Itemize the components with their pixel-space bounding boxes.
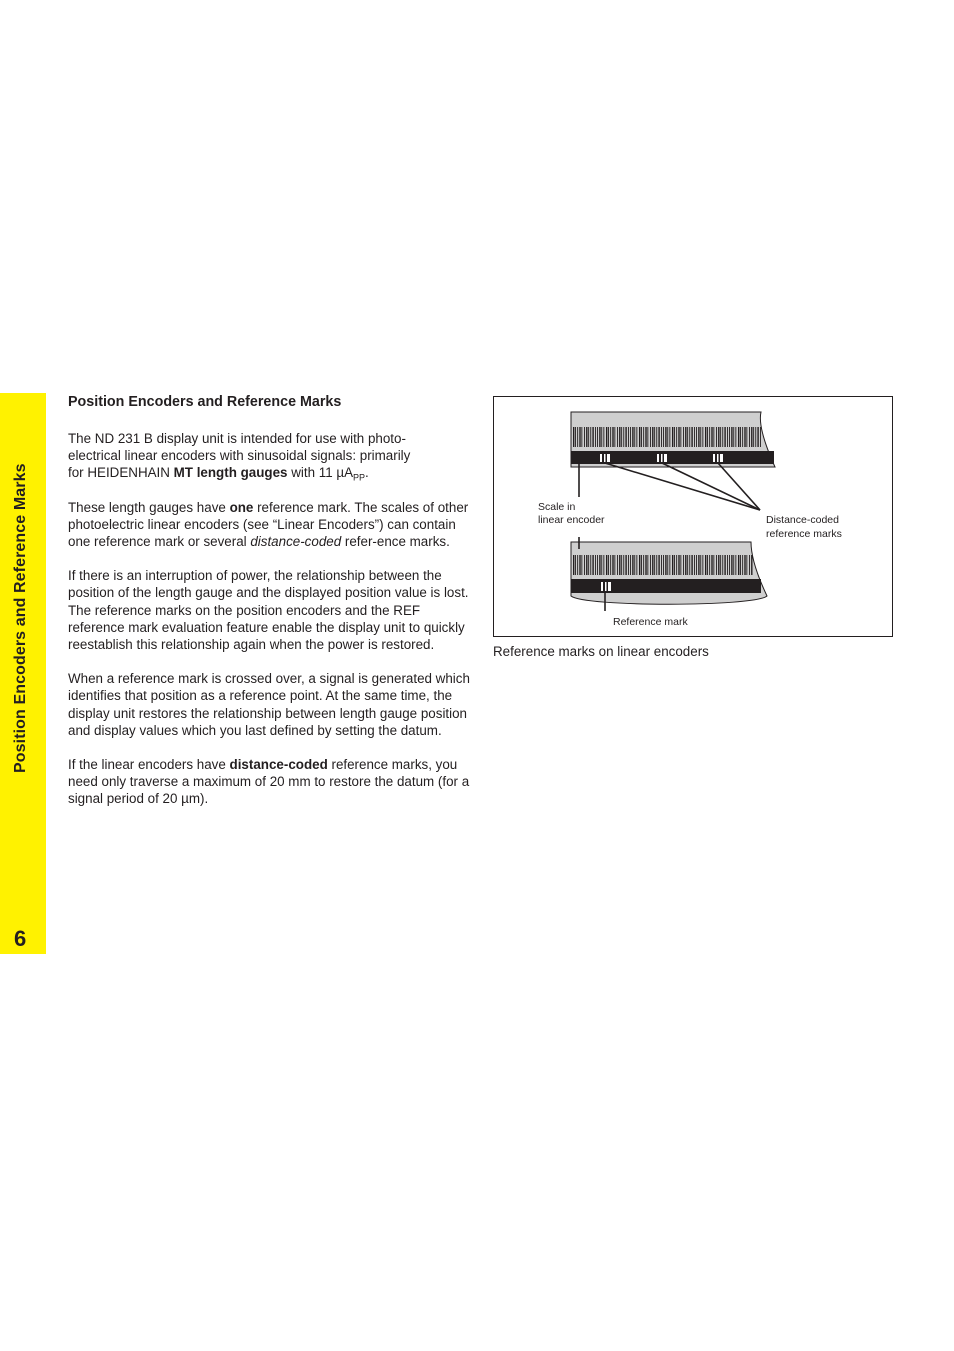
graduation-tick (702, 427, 703, 447)
graduation-tick (586, 427, 587, 447)
graduation-tick (592, 555, 593, 575)
main-text-column (68, 392, 473, 825)
graduation-tick (643, 427, 644, 447)
graduation-tick (689, 427, 690, 447)
graduation-tick (628, 555, 629, 575)
graduation-tick (652, 427, 653, 447)
graduation-tick (584, 427, 585, 447)
graduation-tick (678, 555, 679, 575)
graduation-tick (621, 427, 622, 447)
label-reference-mark: Reference mark (613, 616, 688, 628)
graduation-tick (632, 555, 633, 575)
graduation-tick (742, 427, 743, 447)
graduation-tick (579, 555, 580, 575)
graduation-tick (722, 555, 723, 575)
graduation-tick (727, 555, 728, 575)
graduation-tick (669, 427, 670, 447)
graduation-tick (606, 427, 607, 447)
graduation-tick (685, 555, 686, 575)
graduation-tick (590, 427, 591, 447)
graduation-tick (749, 555, 750, 575)
reference-marks-figure (493, 396, 893, 637)
graduation-tick (713, 427, 714, 447)
graduation-tick (680, 427, 681, 447)
graduation-tick (654, 427, 655, 447)
graduation-tick (581, 427, 582, 447)
graduation-tick (630, 555, 631, 575)
graduation-tick (667, 427, 668, 447)
graduation-tick (689, 555, 690, 575)
graduation-tick (687, 427, 688, 447)
graduation-tick (705, 427, 706, 447)
graduation-tick (687, 555, 688, 575)
graduation-tick (645, 555, 646, 575)
graduation-tick (676, 555, 677, 575)
paragraph-4: When a reference mark is crossed over, a signal is generated which identifies that position as a reference point. At the same time, the display unit restores the relationship between length gauge position and display values which you last defined by setting the datum. (68, 671, 470, 738)
graduation-tick (674, 555, 675, 575)
graduation-tick (751, 427, 752, 447)
graduation-tick (663, 427, 664, 447)
encoder-diagram (494, 397, 892, 636)
graduation-tick (740, 427, 741, 447)
graduation-tick (573, 555, 574, 575)
graduation-tick (628, 427, 629, 447)
graduation-tick (625, 427, 626, 447)
page-number: 6 (14, 926, 27, 951)
graduation-tick (641, 427, 642, 447)
graduation-tick (603, 427, 604, 447)
graduation-tick (760, 427, 761, 447)
graduation-tick (665, 555, 666, 575)
sidebar-title-text: Position Encoders and Reference Marks (12, 463, 29, 773)
graduation-tick (650, 555, 651, 575)
graduation-tick (753, 427, 754, 447)
graduation-tick (586, 555, 587, 575)
graduation-tick (573, 427, 574, 447)
graduation-tick (738, 427, 739, 447)
graduation-tick (711, 555, 712, 575)
graduation-tick (608, 427, 609, 447)
graduation-tick (581, 555, 582, 575)
graduation-tick (720, 555, 721, 575)
graduation-tick (696, 555, 697, 575)
graduation-tick (621, 555, 622, 575)
graduation-tick (575, 555, 576, 575)
section-heading: Position Encoders and Reference Marks (68, 394, 342, 410)
graduation-tick (698, 555, 699, 575)
graduation-tick (751, 555, 752, 575)
graduation-tick (634, 427, 635, 447)
graduation-tick (711, 427, 712, 447)
graduation-tick (709, 427, 710, 447)
graduation-tick (617, 427, 618, 447)
graduation-tick (636, 555, 637, 575)
graduation-tick (742, 555, 743, 575)
graduation-tick (661, 427, 662, 447)
graduation-tick (744, 427, 745, 447)
graduation-tick (718, 427, 719, 447)
graduation-tick (733, 427, 734, 447)
graduation-tick (733, 555, 734, 575)
graduation-tick (623, 555, 624, 575)
graduation-tick (678, 427, 679, 447)
graduation-tick (641, 555, 642, 575)
graduation-tick (625, 555, 626, 575)
graduation-tick (735, 555, 736, 575)
graduation-tick (740, 555, 741, 575)
graduation-tick (650, 427, 651, 447)
graduation-tick (656, 555, 657, 575)
graduation-tick (590, 555, 591, 575)
graduation-tick (601, 555, 602, 575)
graduation-tick (639, 555, 640, 575)
graduation-tick (735, 427, 736, 447)
graduation-tick (667, 555, 668, 575)
graduation-tick (588, 427, 589, 447)
graduation-tick (672, 427, 673, 447)
graduation-tick (729, 555, 730, 575)
graduation-tick (674, 427, 675, 447)
graduation-tick (694, 555, 695, 575)
label-distance-line1: Distance-coded (766, 514, 839, 526)
figure-caption: Reference marks on linear encoders (493, 644, 709, 659)
graduation-tick (658, 427, 659, 447)
paragraph-1: The ND 231 B display unit is intended for use with photo- electrical linear encoders with sinusoidal signals: primarily for HEIDENHAIN MT length gauges with 11 µA$_{PP}$. (68, 431, 411, 484)
graduation-tick (634, 555, 635, 575)
graduation-tick (614, 555, 615, 575)
graduation-tick (720, 427, 721, 447)
graduation-tick (702, 555, 703, 575)
graduation-tick (614, 427, 615, 447)
graduation-tick (746, 427, 747, 447)
graduation-tick (636, 427, 637, 447)
single-reference-mark (601, 582, 611, 591)
graduation-tick (579, 427, 580, 447)
mt-length-gauges-term: MT length gauges (173, 465, 288, 481)
graduation-tick (746, 555, 747, 575)
label-scale-line1: Scale in (538, 501, 576, 513)
graduation-tick (599, 427, 600, 447)
graduation-tick (718, 555, 719, 575)
graduation-tick (597, 555, 598, 575)
graduation-tick (731, 555, 732, 575)
graduation-tick (700, 427, 701, 447)
graduation-tick (603, 555, 604, 575)
graduation-tick (592, 427, 593, 447)
graduation-tick (647, 427, 648, 447)
graduation-tick (617, 555, 618, 575)
graduation-tick (597, 427, 598, 447)
graduation-tick (608, 555, 609, 575)
graduation-tick (680, 555, 681, 575)
graduation-tick (663, 555, 664, 575)
graduation-tick (694, 427, 695, 447)
graduation-tick (630, 427, 631, 447)
graduation-tick (724, 427, 725, 447)
graduation-tick (672, 555, 673, 575)
graduation-tick (696, 427, 697, 447)
graduation-tick (575, 427, 576, 447)
graduation-tick (698, 427, 699, 447)
graduation-tick (722, 427, 723, 447)
label-scale-line2: linear encoder (538, 514, 605, 526)
graduation-tick (619, 555, 620, 575)
graduation-tick (623, 427, 624, 447)
graduation-tick (599, 555, 600, 575)
graduation-tick (713, 555, 714, 575)
graduation-tick (612, 555, 613, 575)
graduation-tick (619, 427, 620, 447)
graduation-tick (707, 427, 708, 447)
graduation-tick (731, 427, 732, 447)
graduation-tick (669, 555, 670, 575)
graduation-tick (661, 555, 662, 575)
graduation-tick (577, 427, 578, 447)
graduation-tick (683, 555, 684, 575)
graduation-tick (610, 427, 611, 447)
graduation-tick (595, 427, 596, 447)
paragraph-3: If there is an interruption of power, the relationship between the position of the length gauge and the displayed position value is lost. The reference marks on the position encoders and the REF reference mark evaluation feature enable the display unit to quickly reestablish this relationship again when the power is restored. (68, 568, 469, 653)
graduation-tick (639, 427, 640, 447)
graduation-tick (632, 427, 633, 447)
graduation-tick (577, 555, 578, 575)
graduation-tick (656, 427, 657, 447)
graduation-tick (755, 427, 756, 447)
graduation-tick (588, 555, 589, 575)
paragraph-5: If the linear encoders have distance-coded reference marks, you need only traverse a maximum of 20 mm to restore the datum (for a signal period of 20 µm). (68, 757, 470, 807)
label-distance-line2: reference marks (766, 528, 842, 540)
graduation-tick (707, 555, 708, 575)
graduation-tick (606, 555, 607, 575)
graduation-tick (691, 427, 692, 447)
graduation-tick (727, 427, 728, 447)
graduation-tick (685, 427, 686, 447)
graduation-tick (647, 555, 648, 575)
graduation-tick (610, 555, 611, 575)
graduation-tick (645, 427, 646, 447)
graduation-tick (738, 555, 739, 575)
graduation-tick (729, 427, 730, 447)
graduation-tick (643, 555, 644, 575)
graduation-tick (716, 427, 717, 447)
paragraph-2: These length gauges have one reference mark. The scales of other photoelectric linear encoders (see “Linear Encoders”) can contain one reference mark or several distance-coded refer-ence marks. (68, 499, 469, 550)
graduation-tick (658, 555, 659, 575)
graduation-tick (601, 427, 602, 447)
graduation-tick (584, 555, 585, 575)
graduation-tick (654, 555, 655, 575)
graduation-tick (716, 555, 717, 575)
graduation-tick (744, 555, 745, 575)
graduation-tick (595, 555, 596, 575)
graduation-tick (683, 427, 684, 447)
graduation-tick (665, 427, 666, 447)
graduation-tick (691, 555, 692, 575)
graduation-tick (676, 427, 677, 447)
graduation-tick (612, 427, 613, 447)
graduation-tick (705, 555, 706, 575)
graduation-tick (749, 427, 750, 447)
graduation-tick (700, 555, 701, 575)
graduation-tick (709, 555, 710, 575)
graduation-tick (757, 427, 758, 447)
graduation-tick (724, 555, 725, 575)
lower-scale-reference-track (571, 579, 761, 593)
graduation-tick (652, 555, 653, 575)
